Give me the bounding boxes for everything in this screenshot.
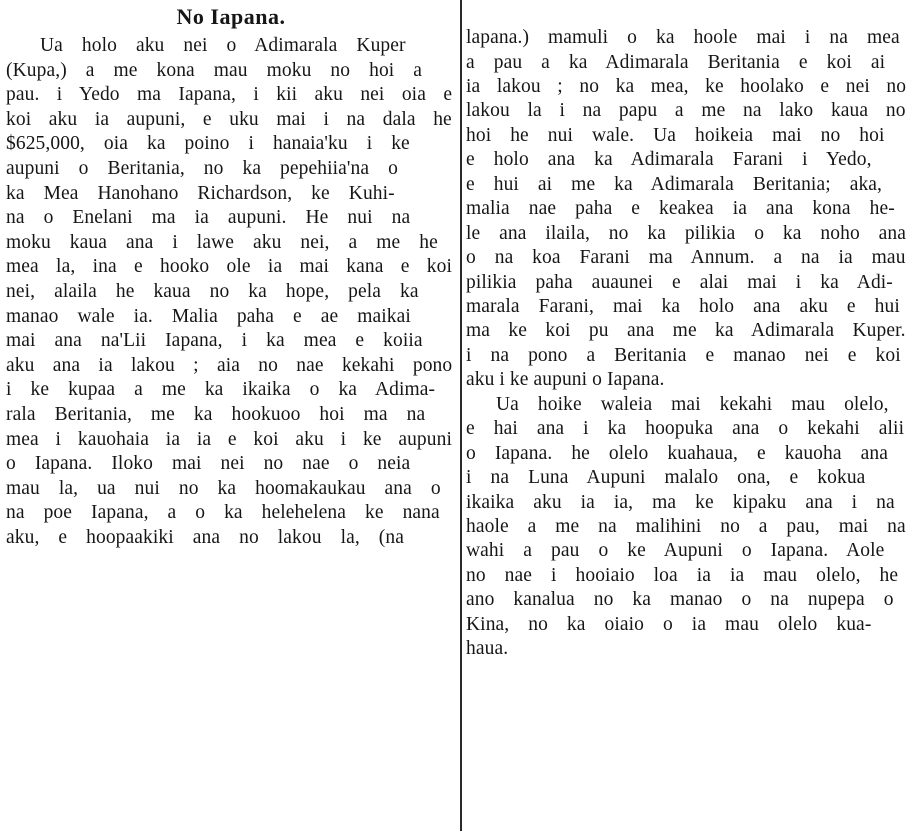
- text-line: o Iapana. Iloko mai nei no nae o neia: [6, 453, 411, 475]
- text-line: haole a me na malihini no a pau, mai na: [466, 516, 906, 537]
- text-line: mau la, ua nui no ka hoomakaukau ana o: [6, 477, 441, 499]
- text-line: pilikia paha auaunei e alai mai i ka Adi-: [466, 271, 893, 293]
- text-line: Kina, no ka oiaio o ia mau olelo kua-: [466, 613, 872, 635]
- text-line: mai ana na'Lii Iapana, i ka mea e koiia: [6, 330, 423, 352]
- text-line: lapana.) mamuli o ka hoole mai i na mea: [466, 27, 900, 48]
- text-line: manao wale ia. Malia paha e ae maikai: [6, 305, 411, 327]
- text-line: pau. i Yedo ma Iapana, i kii aku nei oia e: [6, 84, 453, 106]
- text-line: aupuni o Beritania, no ka pepehiia'na o: [6, 158, 398, 179]
- text-line: ia lakou ; no ka mea, ke hoolako e nei no: [466, 75, 907, 97]
- text-line: haua.: [466, 638, 509, 660]
- text-line: i na Luna Aupuni malalo ona, e kokua: [466, 467, 866, 489]
- text-line: na o Enelani ma ia aupuni. He nui na: [6, 207, 411, 229]
- text-line: ma ke koi pu ana me ka Adimarala Kuper.: [466, 320, 906, 342]
- text-line: o Iapana. he olelo kuahaua, e kauoha ana: [466, 442, 888, 464]
- text-line: e hai ana i ka hoopuka ana o kekahi alii: [466, 418, 905, 440]
- text-line: aku, e hoopaakiki ana no lakou la, (na: [6, 527, 404, 548]
- text-line: no nae i hooiaio loa ia ia mau olelo, he: [466, 564, 899, 586]
- text-line: aku i ke aupuni o Iapana.: [466, 369, 665, 391]
- article-title: No Iapana.: [176, 4, 286, 29]
- text-line: i ke kupaa a me ka ikaika o ka Adima-: [6, 379, 436, 401]
- column-divider: [460, 0, 462, 831]
- text-line: moku kaua ana i lawe aku nei, a me he: [6, 231, 438, 253]
- text-line: ano kanalua no ka manao o na nupepa o: [466, 589, 894, 611]
- text-line: i na pono a Beritania e manao nei e koi: [466, 344, 901, 366]
- text-line: aku ana ia lakou ; aia no nae kekahi pono: [6, 354, 453, 376]
- text-line: ka Mea Hanohano Richardson, ke Kuhi-: [6, 182, 395, 204]
- text-line: koi aku ia aupuni, e uku mai i na dala he: [6, 108, 452, 130]
- text-line: mea la, ina e hooko ole ia mai kana e koi: [6, 256, 453, 278]
- text-line: (Kupa,) a me kona mau moku no hoi a: [6, 59, 423, 81]
- text-line: mea i kauohaia ia ia e koi aku i ke aupuni: [6, 428, 452, 450]
- text-line: e holo ana ka Adimarala Farani i Yedo,: [466, 149, 872, 171]
- text-line: Ua holo aku nei o Adimarala Kuper: [40, 35, 406, 56]
- text-line: rala Beritania, me ka hookuoo hoi ma na: [6, 404, 426, 425]
- text-line: malia nae paha e keakea ia ana kona he-: [466, 198, 895, 220]
- text-line: Ua hoike waleia mai kekahi mau olelo,: [496, 393, 889, 415]
- text-line: na poe Iapana, a o ka helehelena ke nana: [6, 502, 440, 524]
- text-line: ikaika aku ia ia, ma ke kipaku ana i na: [466, 491, 895, 513]
- text-line: hoi he nui wale. Ua hoikeia mai no hoi: [466, 124, 885, 146]
- text-line: wahi a pau o ke Aupuni o Iapana. Aole: [466, 540, 885, 562]
- text-line: le ana ilaila, no ka pilikia o ka noho ana: [466, 222, 907, 244]
- text-line: e hui ai me ka Adimarala Beritania; aka,: [466, 173, 883, 195]
- text-line: marala Farani, mai ka holo ana aku e hui: [466, 295, 900, 317]
- text-line: $625,000, oia ka poino i hanaia'ku i ke: [6, 133, 410, 155]
- text-line: a pau a ka Adimarala Beritania e koi ai: [466, 51, 886, 73]
- text-line: o na koa Farani ma Annum. a na ia mau: [466, 247, 906, 268]
- text-line: nei, alaila he kaua no ka hope, pela ka: [6, 281, 419, 302]
- text-line: lakou la i na papu a me na lako kaua no: [466, 100, 906, 122]
